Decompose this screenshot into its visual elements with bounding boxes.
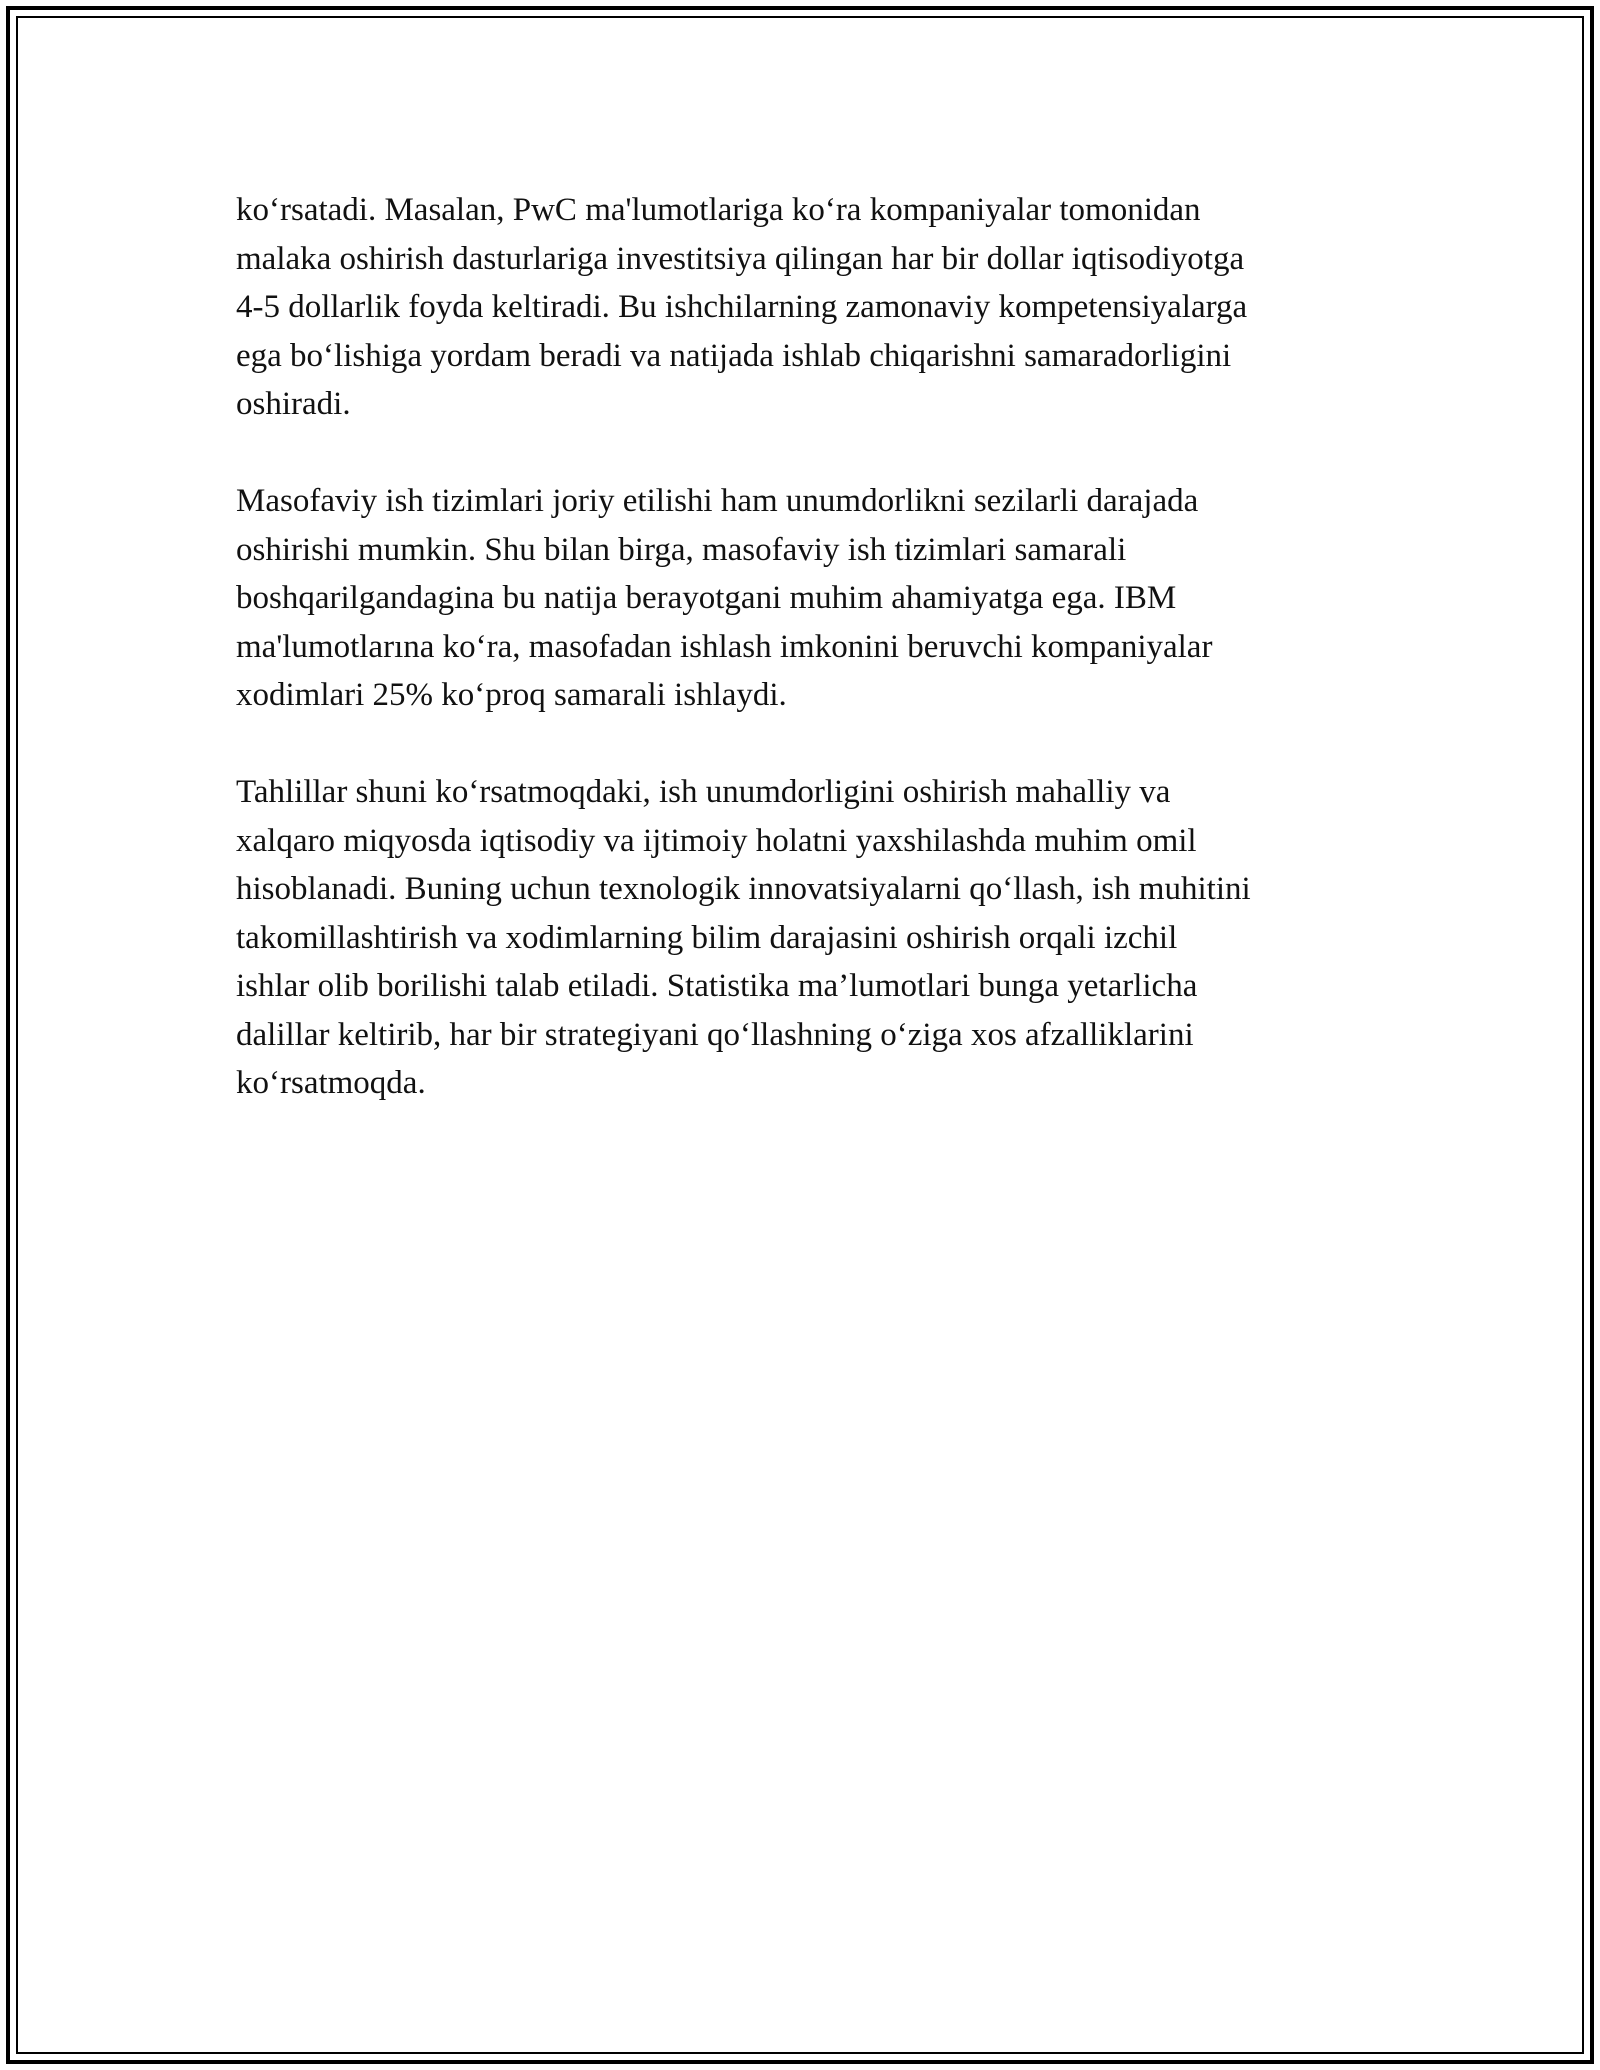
text-line: malaka oshirish dasturlariga investitsiya qilingan har bir dollar iqtisodiyotga <box>236 240 1245 277</box>
text-line: Masofaviy ish tizimlari joriy etilishi ham unumdorlikni sezilarli darajada <box>236 483 1199 519</box>
text-line: ko‘rsatadi. Masalan, PwC ma'lumotlariga ko‘ra kompaniyalar tomonidan <box>236 192 1201 228</box>
paragraph-1 <box>236 186 1386 429</box>
text-line: hisoblanadi. Buning uchun texnologik innovatsiyalarni qo‘llash, ish muhitini <box>236 871 1251 907</box>
text-line: dalillar keltirib, har bir strategiyani qo‘llashning o‘ziga xos afzalliklarini <box>236 1016 1194 1053</box>
text-line: 4-5 dollarlik foyda keltiradi. Bu ishchilarning zamonaviy kompetensiyalarga <box>236 289 1248 325</box>
text-line: ega bo‘lishiga yordam beradi va natijada ishlab chiqarishni samaradorligini <box>236 337 1232 374</box>
paragraph-3 <box>236 768 1386 1108</box>
text-line: ma'lumotlarına ko‘ra, masofadan ishlash imkonini beruvchi kompaniyalar <box>236 628 1213 665</box>
text-line: xodimlari 25% ko‘proq samarali ishlaydi. <box>236 677 787 713</box>
text-line: oshirishi mumkin. Shu bilan birga, masofaviy ish tizimlari samarali <box>236 531 1127 568</box>
document-body <box>236 186 1386 1156</box>
text-line: ko‘rsatmoqda. <box>236 1065 426 1101</box>
text-line: boshqarilgandagina bu natija berayotgani muhim ahamiyatga ega. IBM <box>236 580 1177 616</box>
text-line: xalqaro miqyosda iqtisodiy va ijtimoiy holatni yaxshilashda muhim omil <box>236 822 1197 859</box>
paragraph-2 <box>236 477 1386 720</box>
text-line: Tahlillar shuni ko‘rsatmoqdaki, ish unumdorligini oshirish mahalliy va <box>236 774 1171 810</box>
text-line: oshiradi. <box>236 386 351 422</box>
text-line: takomillashtirish va xodimlarning bilim darajasini oshirish orqali izchil <box>236 919 1178 956</box>
text-line: ishlar olib borilishi talab etiladi. Statistika ma’lumotlari bunga yetarlicha <box>236 968 1198 1004</box>
